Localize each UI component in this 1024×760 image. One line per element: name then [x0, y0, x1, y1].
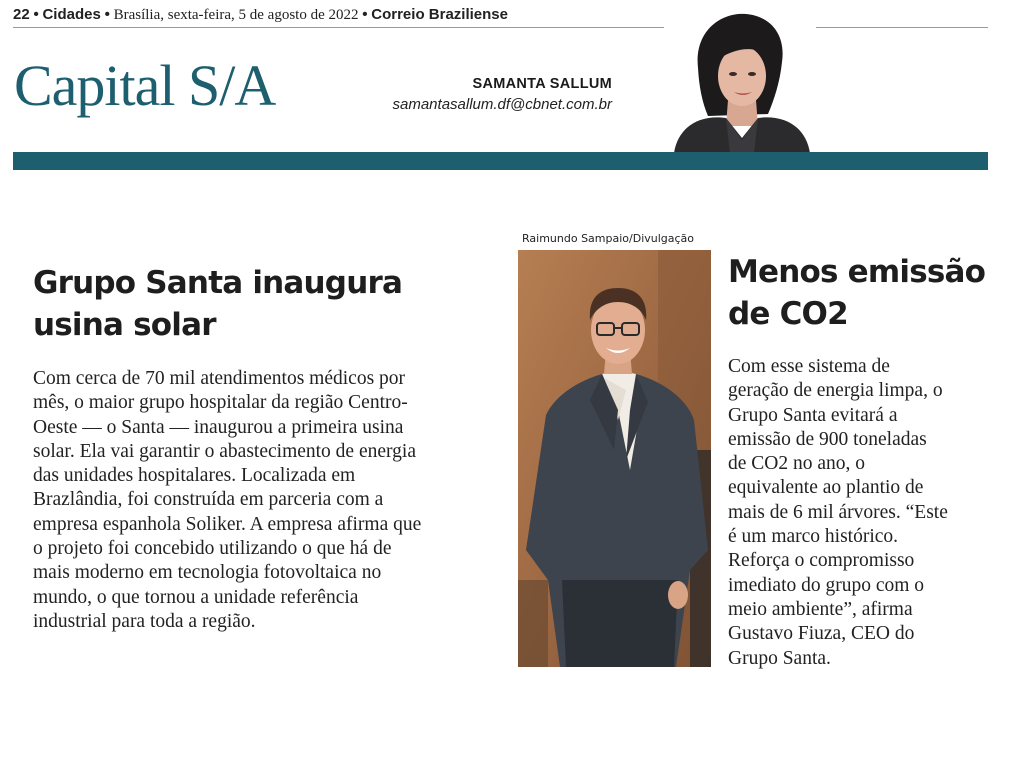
article-headline-right	[728, 251, 985, 335]
article-headline-left	[33, 262, 402, 346]
body-line: Oeste — o Santa — inaugurou a primeira usina	[33, 416, 404, 438]
column-title: Capital S/A	[14, 53, 276, 118]
headline-line: Grupo Santa inaugura	[33, 265, 403, 301]
body-line: Com esse sistema de	[728, 356, 890, 377]
body-line: Com cerca de 70 mil atendimentos médicos por	[33, 368, 406, 389]
columnist-portrait	[664, 10, 816, 153]
body-line: Grupo Santa evitará a	[728, 404, 898, 426]
newspaper-name: Correio Braziliense	[371, 6, 508, 23]
body-line: mais moderno em tecnologia fotovoltaica no	[33, 562, 382, 584]
body-line: industrial para toda a região.	[33, 610, 256, 632]
body-line: equivalente ao plantio de	[728, 477, 924, 499]
photo-credit: Raimundo Sampaio/Divulgação	[522, 232, 695, 245]
page-header-line	[13, 6, 508, 24]
header-bullet: •	[33, 6, 39, 23]
headline-line: usina solar	[33, 307, 216, 343]
headline-line: de CO2	[728, 296, 848, 332]
columnist-name: SAMANTA SALLUM	[472, 76, 612, 92]
body-line: empresa espanhola Soliker. A empresa afirma que	[33, 513, 422, 535]
header-rule	[13, 27, 988, 28]
body-line: solar. Ela vai garantir o abastecimento de energia	[33, 440, 416, 462]
columnist-email: samantasallum.df@cbnet.com.br	[392, 96, 612, 113]
body-line: Reforça o compromisso	[728, 550, 915, 572]
body-line: é um marco histórico.	[728, 526, 899, 548]
body-line: mundo, o que tornou a unidade referência	[33, 586, 359, 608]
dateline: Brasília, sexta-feira, 5 de agosto de 2022	[113, 7, 359, 23]
body-line: Gustavo Fiuza, CEO do	[728, 623, 915, 645]
article-body-left	[33, 367, 485, 634]
body-line: emissão de 900 toneladas	[728, 428, 927, 450]
body-line: das unidades hospitalares. Localizada em	[33, 465, 356, 487]
masthead-bar	[13, 152, 988, 170]
header-bullet: •	[362, 6, 368, 23]
headline-line: Menos emissão	[728, 254, 986, 290]
body-line: mais de 6 mil árvores. “Este	[728, 501, 948, 523]
body-line: Brazlândia, foi construída em parceria com a	[33, 489, 384, 511]
page-number: 22	[13, 6, 30, 23]
body-line: meio ambiente”, afirma	[728, 598, 913, 620]
article-photo	[518, 250, 711, 667]
body-line: de CO2 no ano, o	[728, 453, 866, 475]
body-line: mês, o maior grupo hospitalar da região Centro-	[33, 392, 408, 414]
body-line: geração de energia limpa, o	[728, 380, 943, 402]
article-body-right	[728, 355, 978, 671]
body-line: o projeto foi concebido utilizando o que há de	[33, 538, 392, 560]
header-bullet: •	[104, 6, 110, 23]
section-name: Cidades	[42, 6, 101, 23]
body-line: imediato do grupo com o	[728, 574, 925, 596]
body-line: Grupo Santa.	[728, 647, 831, 669]
